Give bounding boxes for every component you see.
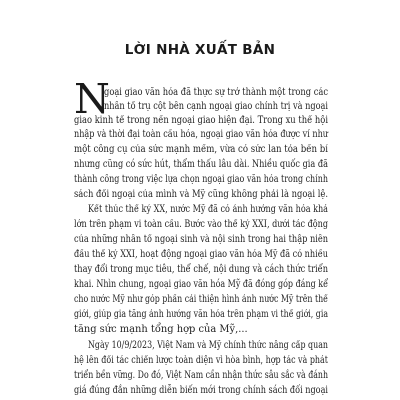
page-heading: LỜI NHÀ XUẤT BẢN: [124, 42, 276, 58]
drop-cap: N: [74, 75, 110, 123]
paragraph-line: của những nhân tố ngoại sinh và nội sinh trong hai thập niên: [74, 234, 329, 245]
paragraph-line: goại giao văn hóa đã thực sự trở thành một trong các: [104, 87, 329, 98]
paragraph-line: thay đổi trong mục tiêu, thể chế, nội dung và cách thức triển: [74, 264, 328, 275]
paragraph-line: khai. Nhìn chung, ngoại giao văn hóa Mỹ đã đóng góp đáng kể: [74, 279, 328, 290]
paragraph-line: tăng sức mạnh tổng hợp của Mỹ,...: [74, 324, 248, 335]
paragraph-line: Kết thúc thế kỷ XX, nước Mỹ đã có ảnh hưởng văn hóa khá: [88, 204, 328, 215]
paragraph-line: Ngày 10/9/2023, Việt Nam và Mỹ chính thức nâng cấp quan: [88, 340, 328, 351]
paragraph-line: thành công trong việc lựa chọn ngoại giao văn hóa trong chính: [74, 174, 329, 185]
paragraph-line: đầu thế kỷ XXI, hoạt động ngoại giao văn hóa Mỹ đã có nhiều: [74, 249, 329, 260]
paragraph-line: giao kinh tế trong nền ngoại giao hiện đại. Trong xu thế hội: [74, 115, 329, 126]
paragraph-line: cho nước Mỹ như góp phần cải thiện hình ảnh nước Mỹ trên thế: [74, 294, 329, 305]
paragraph-line: sách đối ngoại của mình và Mỹ cũng không phải là ngoại lệ.: [74, 189, 328, 200]
paragraph-line: nhập và thời đại toàn cầu hóa, ngoại giao văn hóa được ví như: [74, 129, 328, 140]
paragraph-line: giá đúng đắn những diễn biến mới trong chính sách đối ngoại: [74, 385, 329, 396]
paragraph-line: nhân tố trụ cột bên cạnh ngoại giao chính trị và ngoại: [104, 101, 329, 112]
paragraph-line: một công cụ của sức mạnh mềm, vừa có sức lan tỏa bền bỉ: [74, 144, 328, 155]
paragraph-line: triển bền vững. Do đó, Việt Nam cần nhận thức sâu sắc và đánh: [74, 370, 329, 381]
paragraph-line: nhưng cũng có sức hút, thẩm thấu lâu dài. Nhiều quốc gia đã: [74, 159, 328, 170]
paragraph-line: hệ lên đối tác chiến lược toàn diện vì hòa bình, hợp tác và phát: [74, 355, 329, 366]
paragraph-line: lớn trên phạm vi toàn cầu. Bước vào thế kỷ XXI, dưới tác động: [74, 219, 328, 230]
paragraph-line: giới, giúp gia tăng ảnh hưởng văn hóa trên phạm vi thế giới, gia: [74, 309, 329, 320]
